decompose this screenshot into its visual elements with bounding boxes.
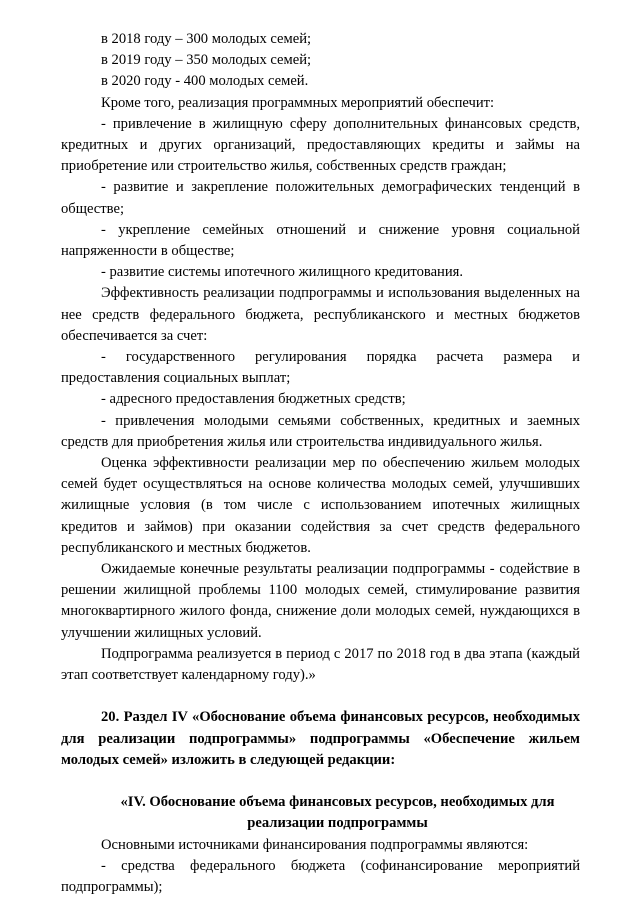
bullet-demography: - развитие и закрепление положительных демографических тенденций в обществе; (61, 179, 580, 217)
blank-line (61, 686, 580, 707)
blank-line (61, 771, 580, 792)
bullet-regulation: - государственного регулирования порядка расчета размера и предоставления социальных выплат; (61, 349, 580, 387)
bullet-financing: - привлечение в жилищную сферу дополнительных финансовых средств, кредитных и других организаций, предоставляющих кредиты и займы на приобретение или строительство жилья, собственных средств граждан; (61, 115, 580, 175)
amendment-item: 20. Раздел IV «Обоснование объема финансовых ресурсов, необходимых для реализации подпрограммы» подпрограммы «Обеспечение жильем молодых семей» изложить в следующей редакции: (61, 709, 580, 768)
paragraph-intro-effects: Кроме того, реализация программных мероприятий обеспечит: (101, 94, 495, 111)
bullet-family: - укрепление семейных отношений и снижение уровня социальной напряженности в обществе; (61, 221, 580, 260)
paragraph-efficiency: Эффективность реализации подпрограммы и использования выделенных на нее средств федерального бюджета, республиканского и местных бюджетов обеспечивается за счет: (61, 285, 580, 344)
list-item-2018: в 2018 году – 300 молодых семей; (101, 31, 312, 47)
list-item-2020: в 2020 году - 400 молодых семей. (101, 73, 309, 90)
bullet-targeted: - адресного предоставления бюджетных средств; (101, 391, 406, 408)
list-item-2019: в 2019 году – 350 молодых семей; (101, 52, 312, 69)
bullet-federal-budget: - средства федерального бюджета (софинансирование мероприятий подпрограммы); (61, 857, 580, 896)
bullet-own-funds: - привлечения молодыми семьями собственных, кредитных и заемных средств для приобретения жилья или строительства индивидуального жилья. (61, 412, 580, 450)
paragraph-evaluation: Оценка эффективности реализации мер по обеспечению жильем молодых семей будет осуществляться на основе количества молодых семей, улучшивших жилищные условия (в том числе с использованием ипотечных жилищных кредитов и займов) при оказании содействия за счет средств федерального республиканского и местных бюджетов. (61, 455, 580, 556)
section-heading: «IV. Обоснование объема финансовых ресурсов, необходимых для реализации подпрограммы (120, 794, 555, 832)
paragraph-sources: Основными источниками финансирования подпрограммы являются: (101, 836, 529, 853)
paragraph-expected-results: Ожидаемые конечные результаты реализации подпрограммы - содействие в решении жилищной проблемы 1100 молодых семей, стимулирование развития многоквартирного жилого фонда, снижение доли молодых семей, нуждающихся в улучшении жилищных условий. (61, 561, 580, 641)
paragraph-period: Подпрограмма реализуется в период с 2017 по 2018 год в два этапа (каждый этап соответствует календарному году).» (61, 645, 580, 684)
bullet-mortgage: - развитие системы ипотечного жилищного кредитования. (101, 264, 464, 281)
